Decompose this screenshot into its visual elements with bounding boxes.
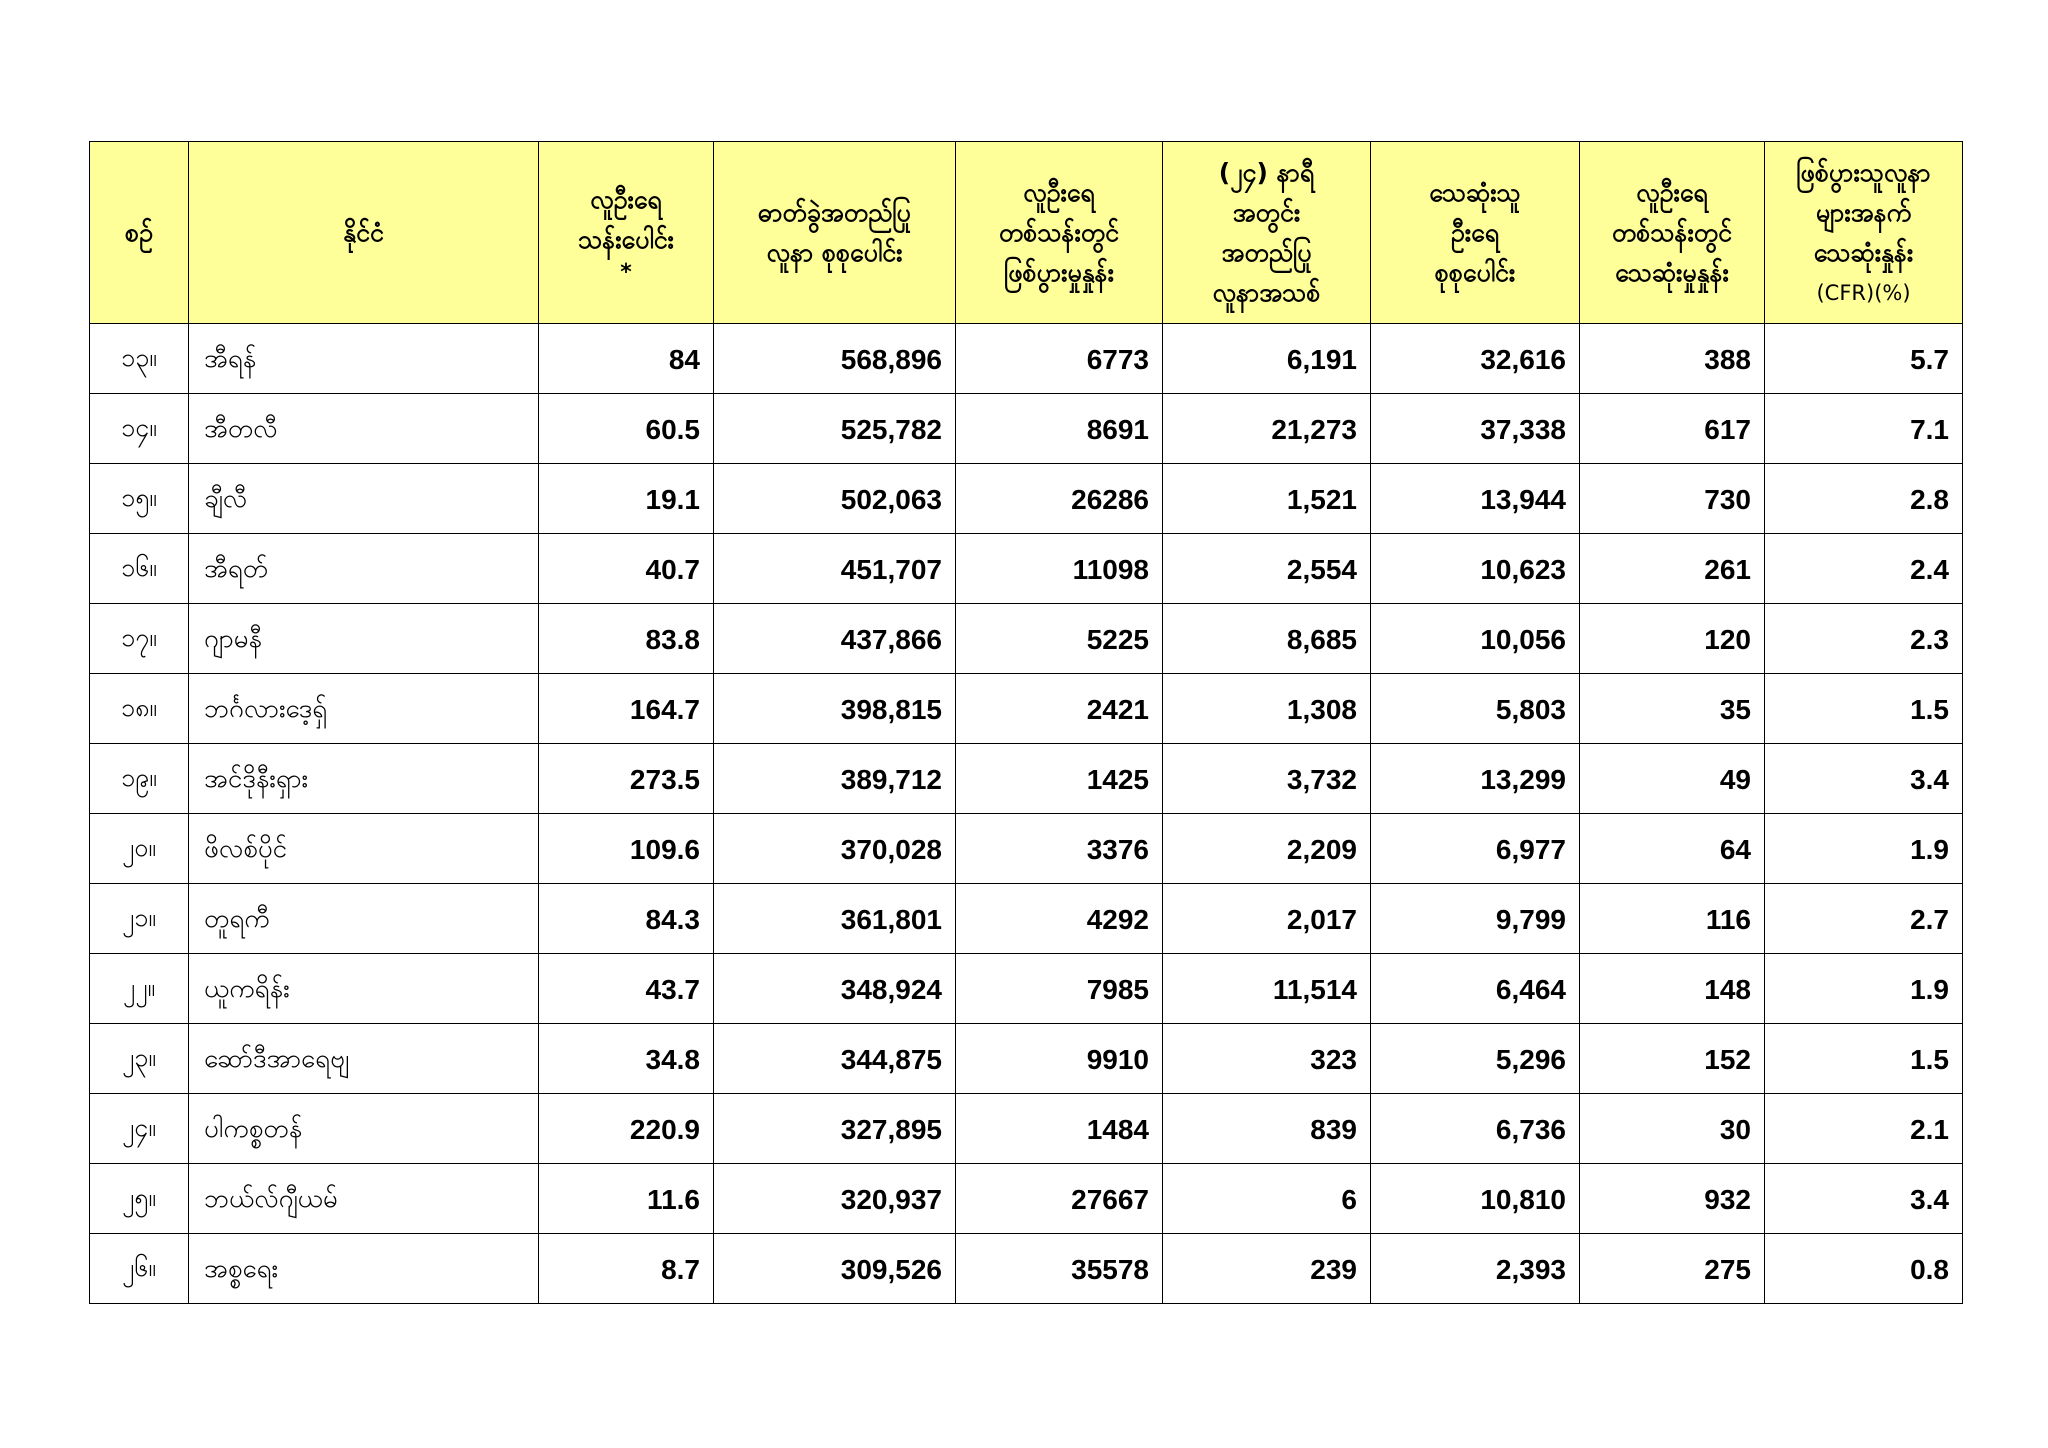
cell-new-cases-24h: 11,514 <box>1163 954 1371 1024</box>
cell-country: ဂျာမနီ <box>189 604 539 674</box>
cell-total-confirmed: 361,801 <box>714 884 956 954</box>
cell-total-confirmed: 348,924 <box>714 954 956 1024</box>
cell-cases-per-million: 11098 <box>956 534 1163 604</box>
cell-new-cases-24h: 8,685 <box>1163 604 1371 674</box>
table-body <box>90 324 1963 1304</box>
cell-cases-per-million: 2421 <box>956 674 1163 744</box>
cell-serial-number: ၁၈။ <box>90 674 189 744</box>
header-line: အတည်ပြု <box>1221 237 1312 267</box>
cell-deaths-per-million: 49 <box>1580 744 1765 814</box>
header-cfr-percent <box>1765 142 1963 324</box>
cell-population-million: 84.3 <box>539 884 714 954</box>
cell-serial-number: ၂၅။ <box>90 1164 189 1234</box>
table-row <box>90 674 1963 744</box>
table-row <box>90 1094 1963 1164</box>
cell-country: ချီလီ <box>189 464 539 534</box>
header-line: သန်းပေါင်း <box>578 224 674 254</box>
table-row <box>90 744 1963 814</box>
header-total-confirmed <box>714 142 956 324</box>
table-row <box>90 324 1963 394</box>
cell-population-million: 11.6 <box>539 1164 714 1234</box>
cell-population-million: 220.9 <box>539 1094 714 1164</box>
table-row <box>90 1234 1963 1304</box>
cell-country: ဘင်္ဂလားဒေ့ရှ် <box>189 674 539 744</box>
cell-cfr-percent: 5.7 <box>1765 324 1963 394</box>
cell-cfr-percent: 7.1 <box>1765 394 1963 464</box>
cell-new-cases-24h: 2,554 <box>1163 534 1371 604</box>
cell-total-deaths: 10,810 <box>1371 1164 1580 1234</box>
cell-deaths-per-million: 152 <box>1580 1024 1765 1094</box>
header-line: တစ်သန်းတွင် <box>998 217 1120 247</box>
cell-total-confirmed: 327,895 <box>714 1094 956 1164</box>
cell-total-confirmed: 502,063 <box>714 464 956 534</box>
cell-total-deaths: 10,056 <box>1371 604 1580 674</box>
table-row <box>90 884 1963 954</box>
cell-total-deaths: 32,616 <box>1371 324 1580 394</box>
cell-new-cases-24h: 1,308 <box>1163 674 1371 744</box>
cell-total-deaths: 13,299 <box>1371 744 1580 814</box>
cell-deaths-per-million: 64 <box>1580 814 1765 884</box>
table-header <box>90 142 1963 324</box>
cell-cfr-percent: 2.4 <box>1765 534 1963 604</box>
cell-new-cases-24h: 2,209 <box>1163 814 1371 884</box>
cell-serial-number: ၁၄။ <box>90 394 189 464</box>
cell-deaths-per-million: 932 <box>1580 1164 1765 1234</box>
header-line: လူနာ စုစုပေါင်း <box>766 237 903 267</box>
cell-total-deaths: 5,803 <box>1371 674 1580 744</box>
cell-cfr-percent: 2.3 <box>1765 604 1963 674</box>
header-line: တစ်သန်းတွင် <box>1611 217 1733 247</box>
cell-deaths-per-million: 261 <box>1580 534 1765 604</box>
cell-population-million: 109.6 <box>539 814 714 884</box>
header-line: ဖြစ်ပွားမှုနှုန်း <box>1004 257 1114 287</box>
cell-country: တူရကီ <box>189 884 539 954</box>
cell-country: ဘယ်လ်ဂျီယမ် <box>189 1164 539 1234</box>
header-line: သေဆုံးနှုန်း <box>1813 237 1914 267</box>
cell-total-confirmed: 309,526 <box>714 1234 956 1304</box>
header-cases-per-million <box>956 142 1163 324</box>
table-row <box>90 464 1963 534</box>
cell-cfr-percent: 1.5 <box>1765 674 1963 744</box>
header-line: အတွင်း <box>1232 197 1301 227</box>
header-line: လူဦးရေ <box>1636 177 1708 207</box>
cell-deaths-per-million: 730 <box>1580 464 1765 534</box>
cell-population-million: 60.5 <box>539 394 714 464</box>
covid-statistics-table <box>89 141 1963 1304</box>
cell-total-confirmed: 320,937 <box>714 1164 956 1234</box>
cell-total-deaths: 10,623 <box>1371 534 1580 604</box>
table-row <box>90 534 1963 604</box>
cell-cfr-percent: 1.9 <box>1765 814 1963 884</box>
cell-cases-per-million: 3376 <box>956 814 1163 884</box>
cell-serial-number: ၁၅။ <box>90 464 189 534</box>
cell-deaths-per-million: 116 <box>1580 884 1765 954</box>
cell-total-deaths: 5,296 <box>1371 1024 1580 1094</box>
cell-country: အီတလီ <box>189 394 539 464</box>
cell-country: အီရန် <box>189 324 539 394</box>
cell-total-confirmed: 344,875 <box>714 1024 956 1094</box>
cell-cfr-percent: 2.1 <box>1765 1094 1963 1164</box>
cell-serial-number: ၁၉။ <box>90 744 189 814</box>
cell-total-confirmed: 525,782 <box>714 394 956 464</box>
cell-country: ယူကရိန်း <box>189 954 539 1024</box>
cell-total-deaths: 2,393 <box>1371 1234 1580 1304</box>
cell-cases-per-million: 7985 <box>956 954 1163 1024</box>
cell-cfr-percent: 0.8 <box>1765 1234 1963 1304</box>
cell-cases-per-million: 1484 <box>956 1094 1163 1164</box>
header-footnote-marker: * <box>620 259 632 285</box>
header-line: (CFR)(%) <box>1816 280 1911 305</box>
cell-country: ပါကစ္စတန် <box>189 1094 539 1164</box>
header-row <box>90 142 1963 324</box>
table-row <box>90 954 1963 1024</box>
cell-deaths-per-million: 120 <box>1580 604 1765 674</box>
cell-total-confirmed: 451,707 <box>714 534 956 604</box>
cell-cases-per-million: 1425 <box>956 744 1163 814</box>
cell-total-deaths: 37,338 <box>1371 394 1580 464</box>
cell-population-million: 19.1 <box>539 464 714 534</box>
table-row <box>90 1164 1963 1234</box>
header-line: စဉ် <box>125 217 153 247</box>
cell-country: အီရတ် <box>189 534 539 604</box>
cell-cases-per-million: 26286 <box>956 464 1163 534</box>
cell-cases-per-million: 35578 <box>956 1234 1163 1304</box>
header-line: လူနာအသစ် <box>1212 277 1321 307</box>
cell-population-million: 34.8 <box>539 1024 714 1094</box>
header-line: များအနက် <box>1815 197 1912 227</box>
cell-serial-number: ၂၃။ <box>90 1024 189 1094</box>
cell-cases-per-million: 6773 <box>956 324 1163 394</box>
cell-deaths-per-million: 275 <box>1580 1234 1765 1304</box>
cell-total-confirmed: 398,815 <box>714 674 956 744</box>
cell-deaths-per-million: 388 <box>1580 324 1765 394</box>
cell-deaths-per-million: 617 <box>1580 394 1765 464</box>
cell-total-deaths: 9,799 <box>1371 884 1580 954</box>
header-line: ဖြစ်ပွားသူလူနာ <box>1796 157 1931 187</box>
cell-population-million: 83.8 <box>539 604 714 674</box>
cell-total-deaths: 6,464 <box>1371 954 1580 1024</box>
cell-population-million: 273.5 <box>539 744 714 814</box>
header-line: သေဆုံးသူ <box>1429 177 1521 207</box>
cell-serial-number: ၁၃။ <box>90 324 189 394</box>
header-line: ဓာတ်ခွဲအတည်ပြု <box>758 197 911 227</box>
header-line: သေဆုံးမှုနှုန်း <box>1615 257 1729 287</box>
cell-cases-per-million: 9910 <box>956 1024 1163 1094</box>
header-line: (၂၄) နာရီ <box>1218 157 1315 187</box>
table-row <box>90 604 1963 674</box>
header-line: ဦးရေ <box>1450 217 1500 247</box>
cell-cases-per-million: 27667 <box>956 1164 1163 1234</box>
cell-country: ဖိလစ်ပိုင် <box>189 814 539 884</box>
header-country <box>189 142 539 324</box>
cell-cfr-percent: 1.9 <box>1765 954 1963 1024</box>
cell-population-million: 43.7 <box>539 954 714 1024</box>
cell-serial-number: ၂၀။ <box>90 814 189 884</box>
cell-serial-number: ၂၁။ <box>90 884 189 954</box>
cell-cases-per-million: 5225 <box>956 604 1163 674</box>
cell-cfr-percent: 3.4 <box>1765 744 1963 814</box>
cell-deaths-per-million: 148 <box>1580 954 1765 1024</box>
header-serial-number <box>90 142 189 324</box>
cell-cfr-percent: 3.4 <box>1765 1164 1963 1234</box>
cell-new-cases-24h: 6 <box>1163 1164 1371 1234</box>
cell-country: အစ္စရေး <box>189 1234 539 1304</box>
cell-serial-number: ၂၂။ <box>90 954 189 1024</box>
cell-total-confirmed: 437,866 <box>714 604 956 674</box>
cell-deaths-per-million: 30 <box>1580 1094 1765 1164</box>
table-row <box>90 394 1963 464</box>
header-new-cases-24h <box>1163 142 1371 324</box>
cell-total-deaths: 6,736 <box>1371 1094 1580 1164</box>
header-line: နိုင်ငံ <box>343 217 384 247</box>
cell-country: ဆော်ဒီအာရေဗျ <box>189 1024 539 1094</box>
cell-cfr-percent: 1.5 <box>1765 1024 1963 1094</box>
cell-new-cases-24h: 839 <box>1163 1094 1371 1164</box>
cell-new-cases-24h: 3,732 <box>1163 744 1371 814</box>
cell-serial-number: ၁၇။ <box>90 604 189 674</box>
cell-country: အင်ဒိုနီးရှား <box>189 744 539 814</box>
cell-cfr-percent: 2.7 <box>1765 884 1963 954</box>
cell-population-million: 8.7 <box>539 1234 714 1304</box>
cell-serial-number: ၂၆။ <box>90 1234 189 1304</box>
cell-new-cases-24h: 239 <box>1163 1234 1371 1304</box>
cell-serial-number: ၁၆။ <box>90 534 189 604</box>
cell-new-cases-24h: 323 <box>1163 1024 1371 1094</box>
header-population-million <box>539 142 714 324</box>
table-row <box>90 814 1963 884</box>
cell-population-million: 164.7 <box>539 674 714 744</box>
table-row <box>90 1024 1963 1094</box>
header-line: စုစုပေါင်း <box>1434 257 1516 287</box>
cell-new-cases-24h: 21,273 <box>1163 394 1371 464</box>
cell-serial-number: ၂၄။ <box>90 1094 189 1164</box>
cell-population-million: 84 <box>539 324 714 394</box>
cell-total-confirmed: 370,028 <box>714 814 956 884</box>
cell-total-deaths: 6,977 <box>1371 814 1580 884</box>
cell-cfr-percent: 2.8 <box>1765 464 1963 534</box>
cell-deaths-per-million: 35 <box>1580 674 1765 744</box>
header-line: လူဦးရေ <box>590 184 662 214</box>
cell-total-confirmed: 568,896 <box>714 324 956 394</box>
cell-new-cases-24h: 6,191 <box>1163 324 1371 394</box>
header-total-deaths <box>1371 142 1580 324</box>
cell-cases-per-million: 8691 <box>956 394 1163 464</box>
cell-new-cases-24h: 2,017 <box>1163 884 1371 954</box>
cell-population-million: 40.7 <box>539 534 714 604</box>
cell-total-deaths: 13,944 <box>1371 464 1580 534</box>
cell-new-cases-24h: 1,521 <box>1163 464 1371 534</box>
cell-cases-per-million: 4292 <box>956 884 1163 954</box>
header-line: လူဦးရေ <box>1023 177 1095 207</box>
cell-total-confirmed: 389,712 <box>714 744 956 814</box>
header-deaths-per-million <box>1580 142 1765 324</box>
